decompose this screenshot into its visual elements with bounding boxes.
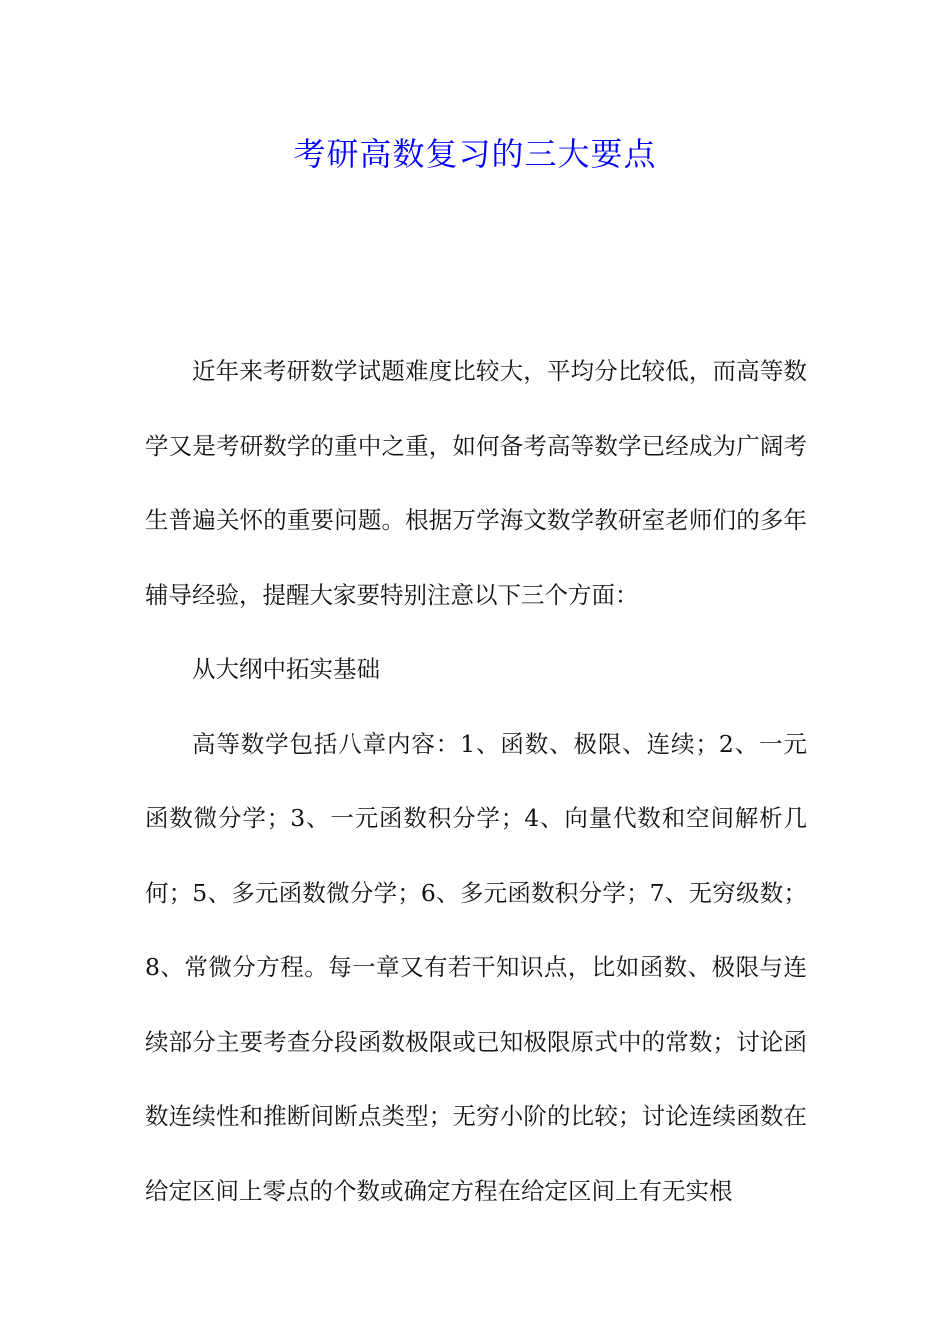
paragraph-intro: 近年来考研数学试题难度比较大，平均分比较低，而高等数学又是考研数学的重中之重，如何备考高等数学已经成为广阔考生普遍关怀的重要问题。根据万学海文数学教研室老师们的多年辅导经验，提醒大家要特别注意以下三个方面： xyxy=(145,357,807,609)
document-title: 考研高数复习的三大要点 xyxy=(293,135,657,173)
paragraph-section-heading: 从大纲中拓实基础 xyxy=(192,655,380,683)
paragraph-chapters: 高等数学包括八章内容：1、函数、极限、连续；2、一元函数微分学；3、一元函数积分学；4、向量代数和空间解析几何；5、多元函数微分学；6、多元函数积分学；7、无穷级数；8、常微分方程。每一章又有若干知识点，比如函数、极限与连续部分主要考查分段函数极限或已知极限原式中的常数；讨论函数连续性和推断间断点类型；无穷小阶的比较；讨论连续函数在给定区间上零点的个数或确定方程在给定区间上有无实根 xyxy=(145,729,807,1205)
document-body xyxy=(145,334,807,1228)
